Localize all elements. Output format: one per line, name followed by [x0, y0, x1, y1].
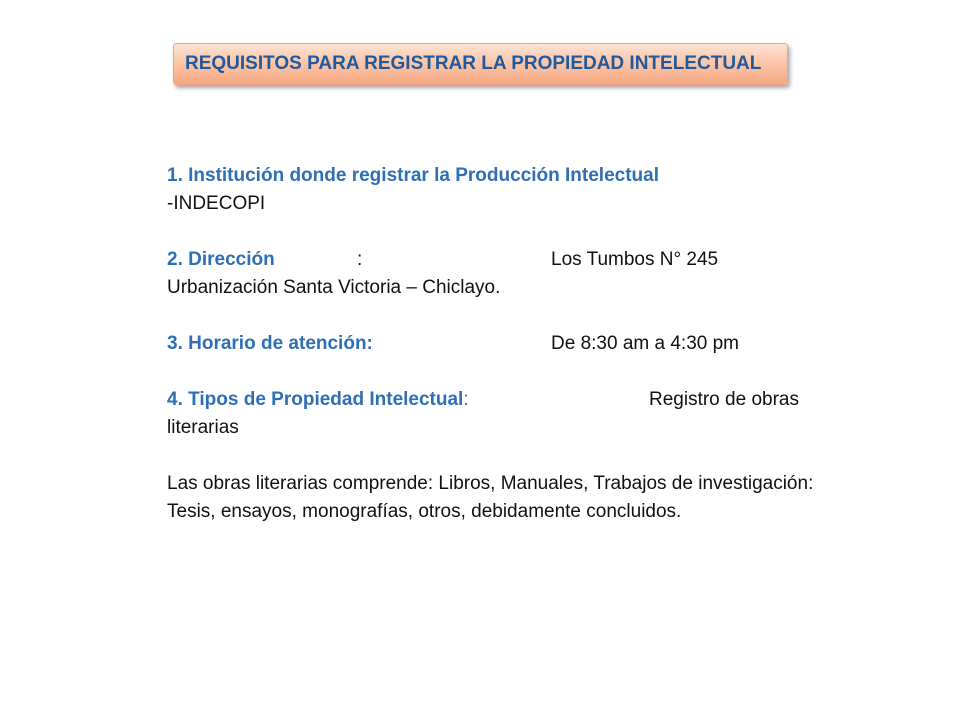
schedule-line [167, 330, 827, 358]
types-label: 4. Tipos de Propiedad Intelectual [167, 389, 464, 410]
schedule-label: 3. Horario de atención: [167, 333, 373, 354]
institution-value-line [167, 190, 827, 218]
address-line [167, 246, 827, 274]
institution-label: 1. Institución donde registrar la Producción Intelectual [167, 165, 659, 186]
types-line [167, 386, 827, 414]
address-value-line2: Urbanización Santa Victoria – Chiclayo. [167, 277, 501, 298]
spacer [167, 442, 827, 470]
address-separator: : [357, 249, 363, 270]
page-title: REQUISITOS PARA REGISTRAR LA PROPIEDAD INTELECTUAL [185, 53, 762, 74]
description-paragraph: Las obras literarias comprende: Libros, Manuales, Trabajos de investigación: Tesis, ensayos, monografías, otros, debidamente concluidos. [167, 473, 814, 522]
types-value-line2: literarias [167, 417, 239, 438]
spacer [167, 218, 827, 246]
spacer [167, 302, 827, 330]
address-value-line1: Los Tumbos N° 245 [551, 249, 719, 270]
types-colon: : [463, 389, 469, 410]
address-label: 2. Dirección [167, 249, 275, 270]
address-line-2 [167, 274, 827, 302]
spacer [167, 358, 827, 386]
institution-value: -INDECOPI [167, 193, 266, 214]
types-value-line1: Registro de obras [649, 389, 799, 410]
requirements-content [167, 162, 827, 526]
types-line-2 [167, 414, 827, 442]
institution-heading-line [167, 162, 827, 190]
title-box [173, 43, 788, 85]
schedule-value: De 8:30 am a 4:30 pm [551, 333, 739, 354]
